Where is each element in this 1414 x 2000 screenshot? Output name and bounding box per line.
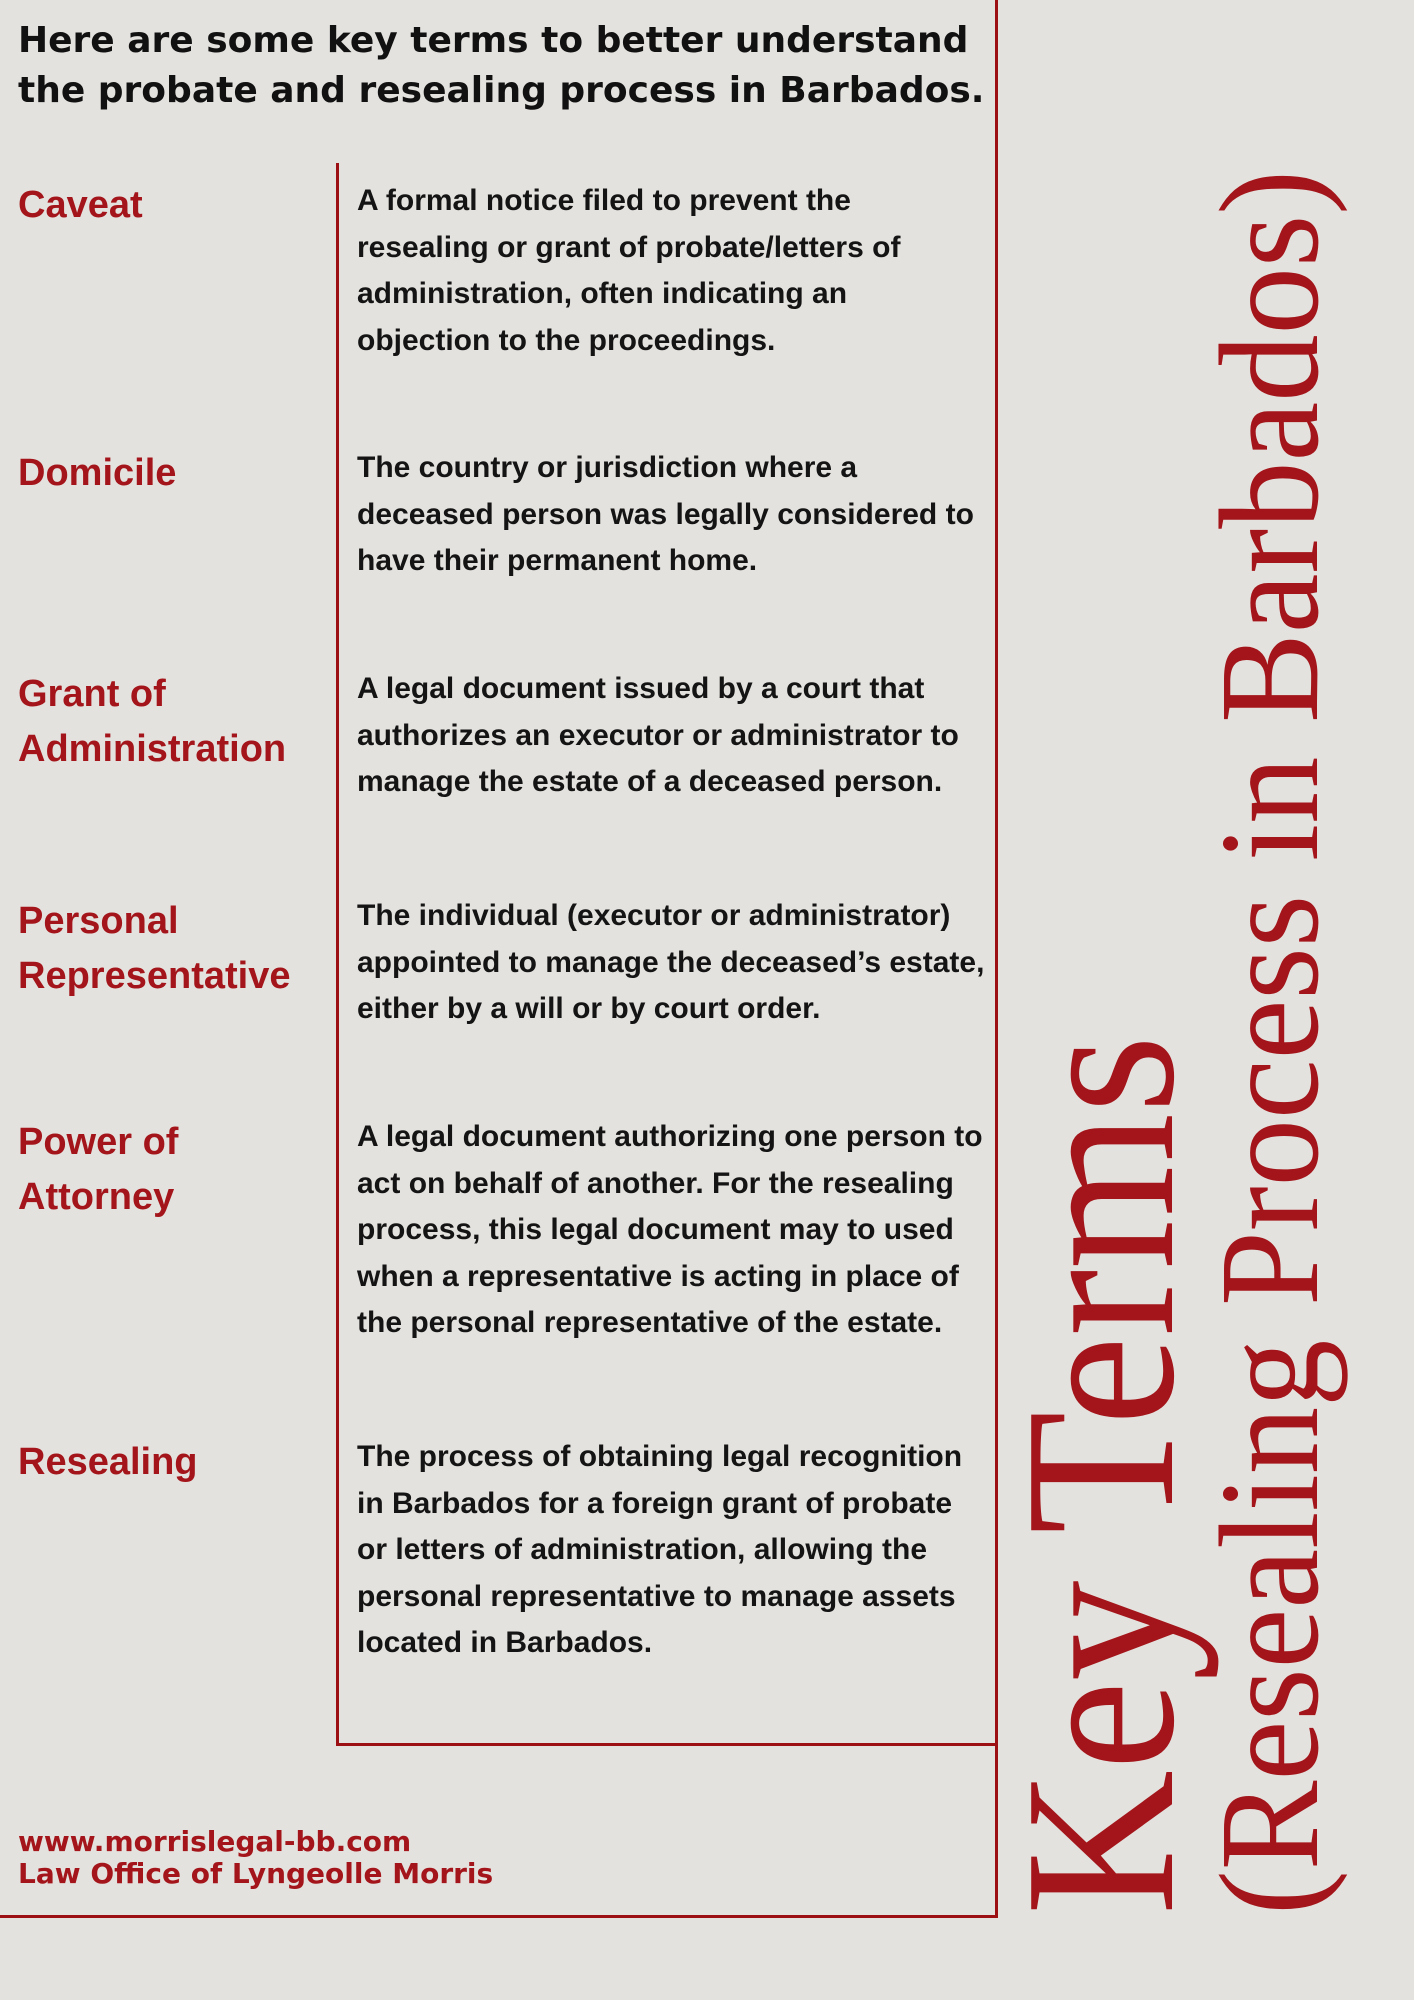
intro-heading: Here are some key terms to better understand the probate and resealing process in Barbados. <box>18 20 985 111</box>
definition-caveat: A formal notice filed to prevent the resealing or grant of probate/letters of administration, often indicating an objection to the proceedings. <box>357 184 901 357</box>
frame-bottom-rule <box>0 1915 998 1918</box>
term-power-of-attorney: Power of Attorney <box>18 1121 179 1218</box>
office-name: Law Office of Lyngeolle Morris <box>18 1857 494 1890</box>
definition-power-of-attorney: A legal document authorizing one person to act on behalf of another. For the resealing process, this legal document may to used when a representative is acting in place of the personal representative of the estate. <box>357 1120 983 1339</box>
website-link[interactable]: www.morrislegal-bb.com <box>18 1825 412 1858</box>
term-grant-of-administration: Grant of Administration <box>18 673 287 770</box>
side-title-svg <box>980 73 1352 1915</box>
side-title <box>980 73 1352 1915</box>
footer <box>18 1826 493 1890</box>
term-resealing: Resealing <box>18 1441 198 1483</box>
term-domicile: Domicile <box>18 452 177 494</box>
side-title-line1: Key Terms <box>980 972 1219 1915</box>
definitions-bottom-rule <box>336 1743 998 1746</box>
side-title-line2: (Resealing Process in Barbados) <box>1190 73 1348 1915</box>
definition-resealing: The process of obtaining legal recognition in Barbados for a foreign grant of probate or letters of administration, allowing the personal representative to manage assets located in Barbados. <box>357 1440 963 1659</box>
definition-domicile: The country or jurisdiction where a deceased person was legally considered to have their permanent home. <box>357 451 974 577</box>
definition-grant-of-administration: A legal document issued by a court that authorizes an executor or administrator to manage the estate of a deceased person. <box>357 672 959 798</box>
definition-personal-representative: The individual (executor or administrator) appointed to manage the deceased’s estate, either by a will or by court order. <box>357 899 985 1025</box>
column-divider <box>336 163 339 1746</box>
term-caveat: Caveat <box>18 184 143 226</box>
term-personal-representative: Personal Representative <box>18 900 291 997</box>
